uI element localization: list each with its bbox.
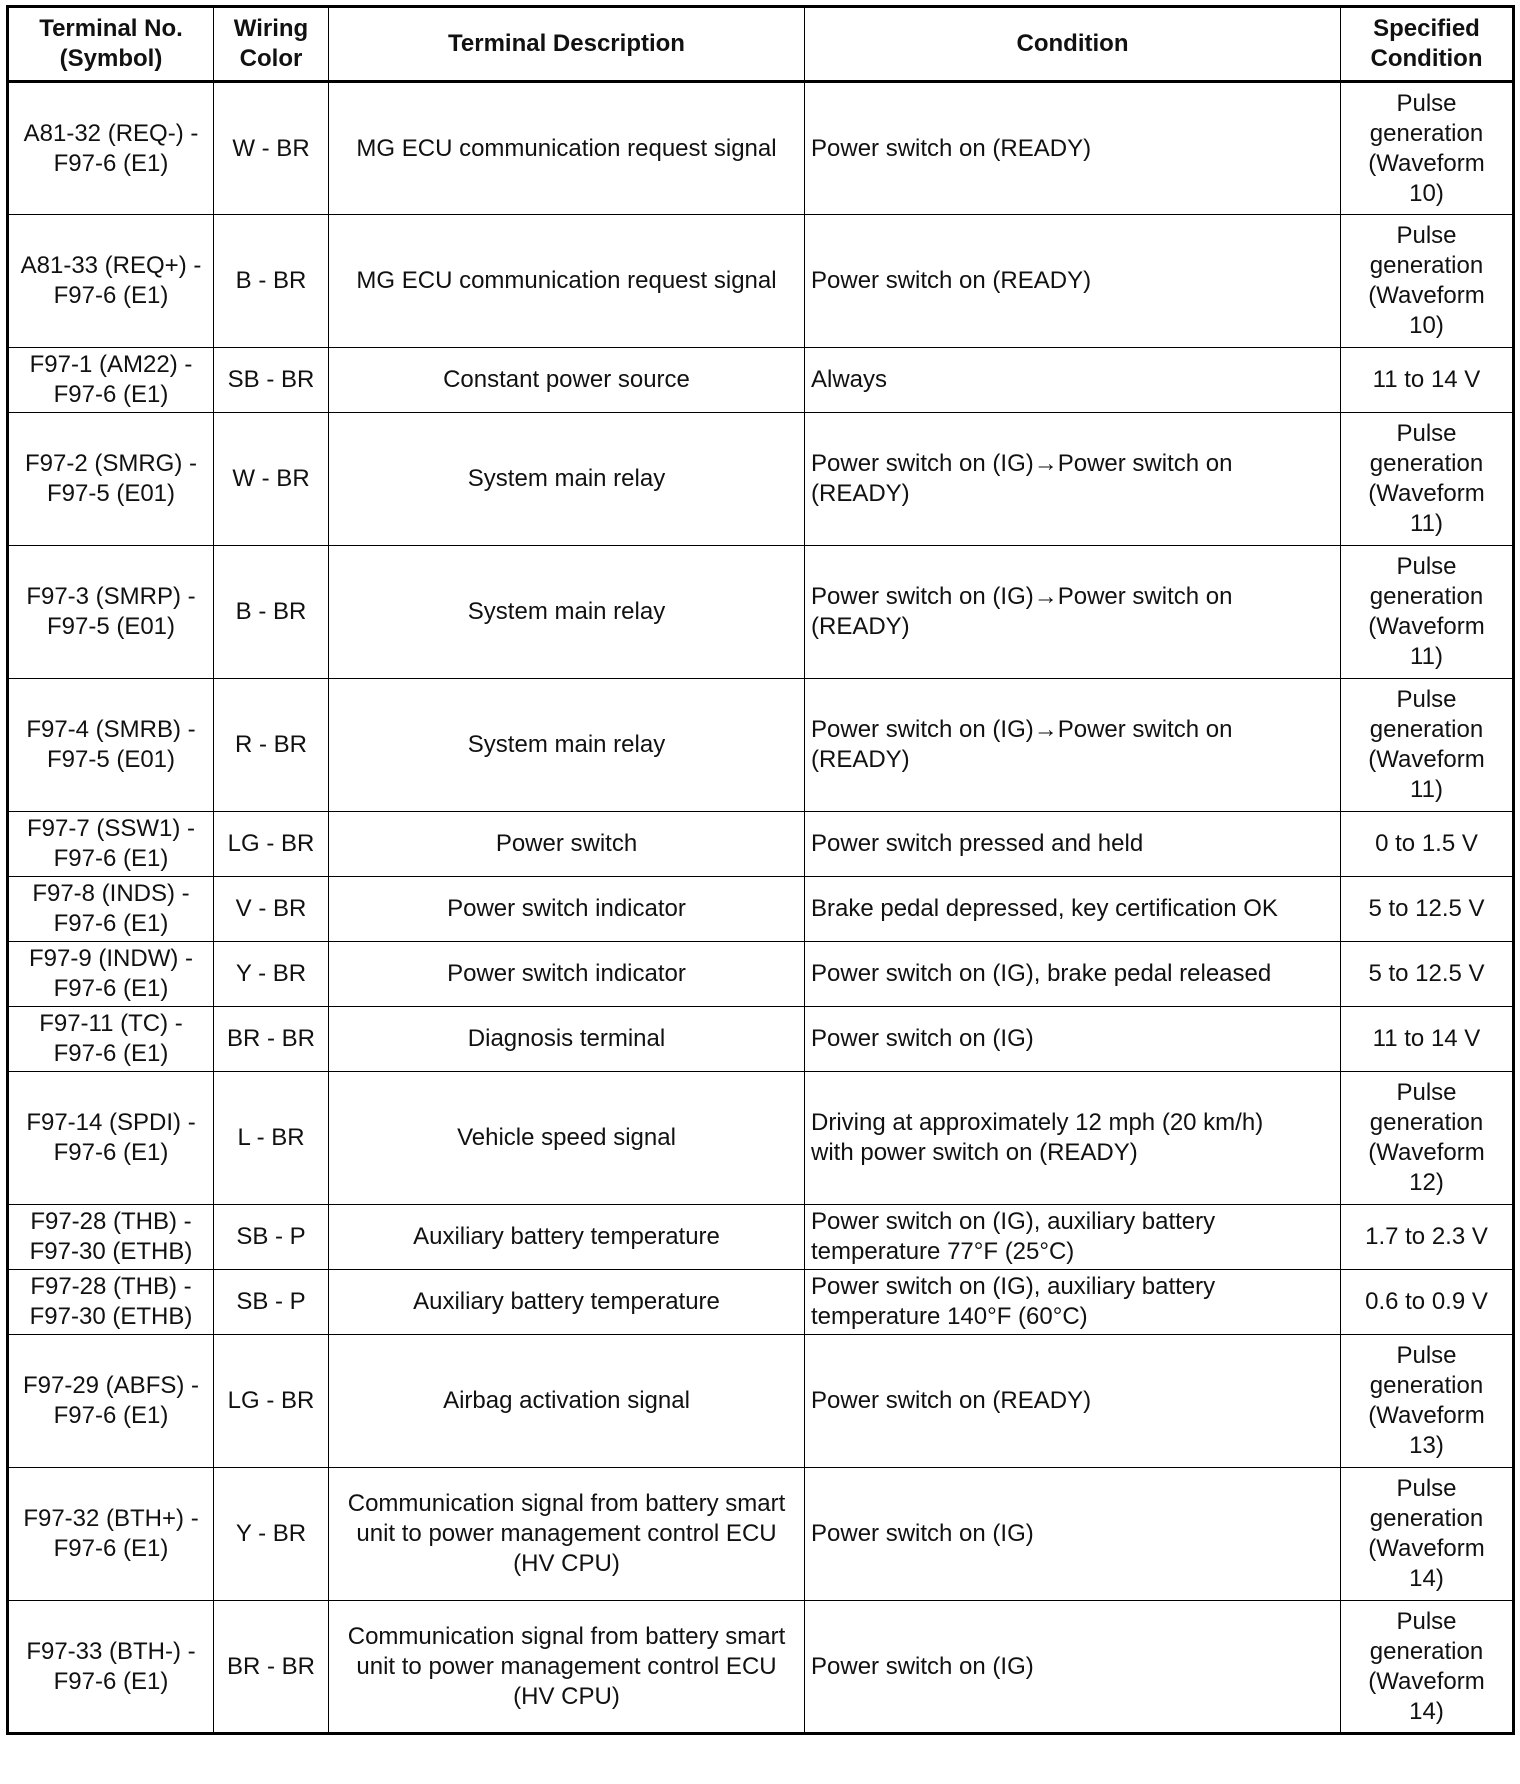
header-terminal: Terminal No. (Symbol) — [8, 7, 214, 82]
specified-condition-cell-line: 12) — [1409, 1169, 1444, 1196]
terminal-description-cell — [329, 215, 805, 348]
wiring-color-cell: L - BR — [214, 1072, 329, 1205]
terminal-description-cell — [329, 413, 805, 546]
terminal-cell — [8, 1601, 214, 1734]
terminal-cell-line: F97-6 (E1) — [53, 1535, 169, 1562]
condition-cell-line: Power switch on (IG)→Power switch on — [811, 450, 1233, 477]
table-row — [8, 1468, 1514, 1601]
wiring-color-cell: BR - BR — [214, 1601, 329, 1734]
terminal-cell-line: F97-28 (THB) - — [30, 1208, 192, 1235]
terminal-cell — [8, 679, 214, 812]
specified-condition-cell-line: 10) — [1409, 179, 1444, 207]
specified-condition-cell-line: Pulse — [1396, 1475, 1457, 1502]
terminal-description-cell-line: Auxiliary battery temperature — [413, 1288, 720, 1315]
specified-condition-cell-line: 1.7 to 2.3 V — [1365, 1223, 1488, 1250]
table-row — [8, 812, 1514, 877]
table-row — [8, 679, 1514, 812]
table-row — [8, 1601, 1514, 1734]
specified-condition-cell-line: 14) — [1409, 1565, 1444, 1592]
specified-condition-cell-line: generation — [1369, 252, 1484, 279]
terminal-description-cell-line: (HV CPU) — [513, 1550, 620, 1577]
terminal-cell-line: F97-7 (SSW1) - — [26, 815, 196, 842]
specified-condition-cell-line: 10) — [1409, 312, 1444, 339]
condition-cell — [805, 215, 1341, 348]
condition-cell-line: Power switch on (READY) — [811, 1387, 1092, 1414]
specified-condition-cell-line: Pulse — [1396, 1342, 1457, 1369]
specified-condition-cell-line: generation — [1369, 716, 1484, 743]
terminal-cell-line: F97-6 (E1) — [53, 975, 169, 1002]
header-wiring-color: Wiring Color — [214, 7, 329, 82]
terminal-cell-line: F97-6 (E1) — [53, 149, 169, 177]
condition-cell — [805, 1072, 1341, 1205]
specified-condition-cell-line: 11) — [1410, 510, 1443, 537]
specified-condition-cell-line: generation — [1369, 1372, 1484, 1399]
terminal-description-cell-line: Power switch indicator — [447, 895, 686, 922]
specified-condition-cell — [1341, 877, 1514, 942]
terminal-cell-line: F97-6 (E1) — [53, 1040, 169, 1067]
terminal-cell — [8, 413, 214, 546]
condition-cell-line: Power switch on (IG), auxiliary battery — [811, 1208, 1216, 1235]
terminal-description-cell — [329, 1601, 805, 1734]
terminal-cell-line: F97-33 (BTH-) - — [26, 1637, 196, 1665]
specified-condition-cell — [1341, 348, 1514, 413]
specified-condition-cell-line: (Waveform — [1368, 149, 1485, 177]
wiring-color-cell: B - BR — [214, 546, 329, 679]
specified-condition-cell — [1341, 413, 1514, 546]
header-specified-condition: Specified Condition — [1341, 7, 1514, 82]
terminal-cell-line: F97-6 (E1) — [53, 1667, 169, 1695]
terminal-cell — [8, 1205, 214, 1270]
condition-cell-line: Power switch pressed and held — [811, 830, 1144, 857]
specified-condition-cell — [1341, 1072, 1514, 1205]
terminal-description-cell — [329, 1270, 805, 1335]
terminal-cell — [8, 215, 214, 348]
table-row — [8, 215, 1514, 348]
terminal-cell-line: F97-2 (SMRG) - — [24, 450, 197, 477]
specified-condition-cell-line: Pulse — [1396, 89, 1457, 117]
table-row — [8, 1335, 1514, 1468]
terminal-description-cell-line: (HV CPU) — [513, 1682, 620, 1710]
terminal-cell-line: F97-29 (ABFS) - — [22, 1372, 200, 1399]
terminal-description-cell-line: Power switch indicator — [447, 960, 686, 987]
specified-condition-cell-line: generation — [1369, 1637, 1484, 1665]
wiring-color-cell: W - BR — [214, 413, 329, 546]
condition-cell-line: Always — [811, 366, 888, 393]
table-row — [8, 942, 1514, 1007]
condition-cell-line: Driving at approximately 12 mph (20 km/h) — [811, 1109, 1264, 1136]
terminal-cell-line: F97-6 (E1) — [53, 1139, 169, 1166]
table-row — [8, 1007, 1514, 1072]
condition-cell — [805, 546, 1341, 679]
header-condition: Condition — [805, 7, 1341, 82]
terminal-description-cell — [329, 1072, 805, 1205]
wiring-color-cell: LG - BR — [214, 1335, 329, 1468]
terminal-description-cell — [329, 942, 805, 1007]
condition-cell — [805, 877, 1341, 942]
condition-cell-line: Power switch on (IG)→Power switch on — [811, 716, 1233, 743]
specified-condition-cell — [1341, 679, 1514, 812]
condition-cell — [805, 1007, 1341, 1072]
terminal-description-cell — [329, 679, 805, 812]
specified-condition-cell-line: 11 to 14 V — [1372, 366, 1481, 393]
terminal-cell-line: F97-4 (SMRB) - — [26, 716, 196, 743]
condition-cell — [805, 1335, 1341, 1468]
condition-cell-line: Power switch on (IG), auxiliary battery — [811, 1273, 1216, 1300]
specified-condition-cell-line: generation — [1369, 1109, 1484, 1136]
terminal-cell-line: F97-3 (SMRP) - — [26, 583, 196, 610]
specified-condition-cell-line: (Waveform — [1368, 1535, 1485, 1562]
specified-condition-cell — [1341, 1601, 1514, 1734]
terminal-cell — [8, 1468, 214, 1601]
condition-cell-line: (READY) — [811, 613, 910, 640]
specified-condition-cell-line: Pulse — [1396, 1079, 1457, 1106]
terminal-cell — [8, 348, 214, 413]
wiring-color-cell: R - BR — [214, 679, 329, 812]
terminal-description-cell — [329, 812, 805, 877]
specified-condition-cell-line: generation — [1369, 450, 1484, 477]
terminal-cell-line: F97-1 (AM22) - — [29, 351, 193, 378]
wiring-color-cell: SB - P — [214, 1205, 329, 1270]
terminal-cell — [8, 942, 214, 1007]
terminal-description-cell — [329, 546, 805, 679]
terminal-cell-line: F97-30 (ETHB) — [29, 1303, 193, 1330]
table-row — [8, 1270, 1514, 1335]
terminal-cell — [8, 1072, 214, 1205]
terminal-cell — [8, 1007, 214, 1072]
terminal-cell — [8, 1270, 214, 1335]
terminal-description-cell-line: Communication signal from battery smart — [347, 1490, 786, 1517]
terminal-cell — [8, 546, 214, 679]
specified-condition-cell-line: (Waveform — [1368, 613, 1485, 640]
terminal-cell-line: F97-6 (E1) — [53, 910, 169, 937]
terminal-description-cell-line: Power switch — [495, 830, 638, 857]
terminal-inspection-table — [6, 5, 1515, 1735]
condition-cell — [805, 413, 1341, 546]
specified-condition-cell — [1341, 1007, 1514, 1072]
condition-cell-line: Power switch on (READY) — [811, 267, 1092, 294]
specified-condition-cell-line: 5 to 12.5 V — [1368, 895, 1485, 922]
terminal-cell-line: F97-9 (INDW) - — [29, 945, 193, 972]
terminal-description-cell — [329, 82, 805, 215]
terminal-cell-line: F97-5 (E01) — [46, 613, 176, 640]
specified-condition-cell-line: (Waveform — [1368, 1667, 1485, 1695]
specified-condition-cell-line: Pulse — [1396, 1607, 1457, 1635]
terminal-cell-line: A81-33 (REQ+) - — [20, 252, 202, 279]
condition-cell-line: Power switch on (IG) — [811, 1025, 1034, 1052]
terminal-cell — [8, 877, 214, 942]
specified-condition-cell — [1341, 1205, 1514, 1270]
terminal-description-cell — [329, 348, 805, 413]
header-terminal-description: Terminal Description — [329, 7, 805, 82]
wiring-color-cell: Y - BR — [214, 1468, 329, 1601]
specified-condition-cell-line: Pulse — [1396, 222, 1457, 249]
condition-cell-line: Power switch on (IG) — [811, 1520, 1034, 1547]
condition-cell — [805, 1468, 1341, 1601]
terminal-cell-line: F97-8 (INDS) - — [32, 880, 190, 907]
terminal-cell-line: F97-6 (E1) — [53, 381, 169, 408]
condition-cell — [805, 942, 1341, 1007]
wiring-color-cell: LG - BR — [214, 812, 329, 877]
wiring-color-cell: Y - BR — [214, 942, 329, 1007]
specified-condition-cell — [1341, 812, 1514, 877]
table-row — [8, 1205, 1514, 1270]
terminal-description-cell — [329, 877, 805, 942]
specified-condition-cell-line: 14) — [1409, 1697, 1444, 1725]
terminal-description-cell-line: unit to power management control ECU — [356, 1520, 777, 1547]
terminal-cell-line: F97-6 (E1) — [53, 1402, 169, 1429]
table-header-row — [8, 7, 1514, 82]
wiring-color-cell: W - BR — [214, 82, 329, 215]
condition-cell — [805, 82, 1341, 215]
condition-cell — [805, 679, 1341, 812]
specified-condition-cell — [1341, 1335, 1514, 1468]
terminal-description-cell — [329, 1205, 805, 1270]
wiring-color-cell: B - BR — [214, 215, 329, 348]
table-body — [8, 82, 1514, 1734]
condition-cell — [805, 348, 1341, 413]
terminal-description-cell — [329, 1335, 805, 1468]
condition-cell-line: (READY) — [811, 480, 910, 507]
terminal-cell-line: F97-11 (TC) - — [39, 1010, 183, 1037]
table-row — [8, 82, 1514, 215]
condition-cell — [805, 1601, 1341, 1734]
specified-condition-cell-line: generation — [1369, 1505, 1484, 1532]
specified-condition-cell-line: (Waveform — [1368, 1139, 1485, 1166]
specified-condition-cell — [1341, 942, 1514, 1007]
wiring-color-cell: V - BR — [214, 877, 329, 942]
specified-condition-cell-line: 0.6 to 0.9 V — [1365, 1288, 1488, 1315]
specified-condition-cell — [1341, 215, 1514, 348]
table-row — [8, 546, 1514, 679]
specified-condition-cell-line: Pulse — [1396, 553, 1457, 580]
specified-condition-cell-line: generation — [1369, 583, 1484, 610]
specified-condition-cell-line: Pulse — [1396, 420, 1457, 447]
terminal-cell-line: F97-28 (THB) - — [30, 1273, 192, 1300]
terminal-description-cell-line: MG ECU communication request signal — [356, 134, 777, 162]
condition-cell-line: Power switch on (READY) — [811, 134, 1092, 162]
specified-condition-cell-line: 0 to 1.5 V — [1375, 830, 1478, 857]
terminal-cell — [8, 812, 214, 877]
terminal-description-cell-line: System main relay — [467, 465, 666, 492]
specified-condition-cell — [1341, 82, 1514, 215]
specified-condition-cell-line: (Waveform — [1368, 746, 1485, 773]
terminal-cell-line: F97-6 (E1) — [53, 845, 169, 872]
condition-cell-line: Brake pedal depressed, key certification OK — [811, 895, 1278, 922]
specified-condition-cell-line: 5 to 12.5 V — [1368, 960, 1485, 987]
wiring-color-cell: SB - P — [214, 1270, 329, 1335]
terminal-cell-line: F97-5 (E01) — [46, 746, 176, 773]
condition-cell-line: Power switch on (IG)→Power switch on — [811, 583, 1233, 610]
terminal-cell-line: A81-32 (REQ-) - — [23, 119, 199, 147]
terminal-description-cell-line: Auxiliary battery temperature — [413, 1223, 720, 1250]
wiring-color-cell: SB - BR — [214, 348, 329, 413]
specified-condition-cell-line: (Waveform — [1368, 1402, 1485, 1429]
condition-cell — [805, 812, 1341, 877]
terminal-description-cell-line: Diagnosis terminal — [467, 1025, 666, 1052]
terminal-description-cell-line: Communication signal from battery smart — [347, 1622, 786, 1650]
condition-cell-line: temperature 77°F (25°C) — [811, 1238, 1075, 1265]
condition-cell-line: Power switch on (IG) — [811, 1652, 1034, 1680]
specified-condition-cell — [1341, 1468, 1514, 1601]
terminal-cell-line: F97-32 (BTH+) - — [23, 1505, 199, 1532]
condition-cell-line: (READY) — [811, 746, 910, 773]
terminal-description-cell-line: unit to power management control ECU — [356, 1652, 777, 1680]
specified-condition-cell-line: (Waveform — [1368, 282, 1485, 309]
specified-condition-cell-line: generation — [1369, 119, 1484, 147]
condition-cell — [805, 1205, 1341, 1270]
table-row — [8, 877, 1514, 942]
terminal-description-cell-line: Constant power source — [443, 366, 690, 393]
terminal-description-cell-line: System main relay — [467, 598, 666, 625]
table-row — [8, 348, 1514, 413]
terminal-cell-line: F97-14 (SPDI) - — [26, 1109, 196, 1136]
specified-condition-cell — [1341, 1270, 1514, 1335]
condition-cell-line: with power switch on (READY) — [811, 1139, 1138, 1166]
terminal-description-cell-line: Vehicle speed signal — [457, 1124, 676, 1151]
condition-cell-line: temperature 140°F (60°C) — [811, 1303, 1088, 1330]
specified-condition-cell-line: (Waveform — [1368, 480, 1485, 507]
terminal-cell-line: F97-5 (E01) — [46, 480, 176, 507]
specified-condition-cell-line: 11) — [1410, 643, 1443, 670]
terminal-cell — [8, 82, 214, 215]
terminal-description-cell-line: Airbag activation signal — [443, 1387, 690, 1414]
condition-cell-line: Power switch on (IG), brake pedal released — [811, 960, 1272, 987]
terminal-description-cell — [329, 1007, 805, 1072]
condition-cell — [805, 1270, 1341, 1335]
terminal-description-cell-line: MG ECU communication request signal — [356, 267, 777, 294]
table-row — [8, 1072, 1514, 1205]
specified-condition-cell-line: 11 to 14 V — [1372, 1025, 1481, 1052]
specified-condition-cell-line: Pulse — [1396, 686, 1457, 713]
terminal-description-cell-line: System main relay — [467, 731, 666, 758]
wiring-color-cell: BR - BR — [214, 1007, 329, 1072]
specified-condition-cell-line: 13) — [1409, 1432, 1444, 1459]
terminal-cell — [8, 1335, 214, 1468]
specified-condition-cell-line: 11) — [1410, 776, 1443, 803]
specified-condition-cell — [1341, 546, 1514, 679]
terminal-cell-line: F97-6 (E1) — [53, 282, 169, 309]
terminal-cell-line: F97-30 (ETHB) — [29, 1238, 193, 1265]
table-row — [8, 413, 1514, 546]
terminal-description-cell — [329, 1468, 805, 1601]
